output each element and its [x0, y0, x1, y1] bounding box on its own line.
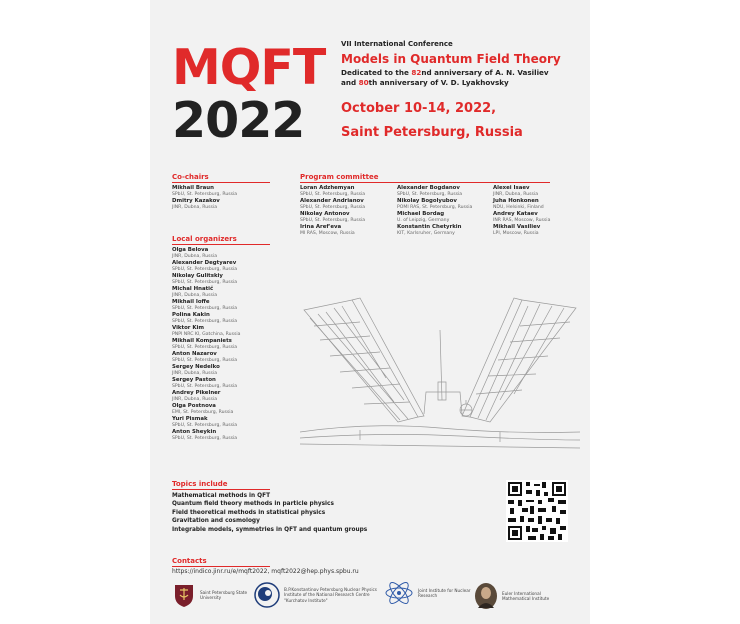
list-item: Mikhail Kompaniets SPbU, St. Petersburg, Russia	[172, 338, 238, 350]
list-item: Loran Adzhemyan SPbU, St. Petersburg, Russia	[300, 185, 366, 197]
list-item: Dmitry Kazakov JINR, Dubna, Russia	[172, 198, 220, 210]
local-organizers-heading: Local organizers	[172, 235, 237, 243]
list-item: Konstantin Chetyrkin KIT, Karlsruher, Germany	[397, 224, 462, 236]
euler-portrait-icon	[474, 582, 498, 610]
list-item: Mikhail Braun SPbU, St. Petersburg, Russia	[172, 185, 238, 197]
list-item: Anton Sheykin SPbU, St. Petersburg, Russia	[172, 429, 238, 441]
cochairs-list	[172, 185, 282, 211]
list-item: Juha Honkonen NDU, Helsinki, Finland	[493, 198, 544, 210]
section-divider	[172, 182, 270, 183]
list-item: Integrable models, symmetries in QFT and quantum groups	[172, 526, 368, 533]
list-item: Nikolay Bogolyubov POMI RAS, St. Petersburg, Russia	[397, 198, 473, 210]
list-item: Polina Kakin SPbU, St. Petersburg, Russia	[172, 312, 238, 324]
program-committee-heading: Program committee	[300, 173, 379, 181]
section-divider	[172, 566, 270, 567]
list-item: Viktor Kim PNPI NRC KI, Gatchina, Russia	[172, 325, 241, 337]
list-item: Mikhail Vasiliev LPI, Moscow, Russia	[493, 224, 541, 236]
list-item: Mikhail Ioffe SPbU, St. Petersburg, Russia	[172, 299, 238, 311]
pnpi-logo	[254, 582, 379, 608]
section-divider	[300, 182, 550, 183]
dedication-line-1: Dedicated to the 82nd anniversary of A. N. Vasiliev	[341, 68, 549, 77]
bridge-illustration	[300, 282, 580, 472]
list-item: Sergey Paston SPbU, St. Petersburg, Russia	[172, 377, 238, 389]
qr-code[interactable]	[506, 480, 568, 542]
list-item: Mathematical methods in QFT	[172, 493, 271, 499]
list-item: Anton Nazarov SPbU, St. Petersburg, Russia	[172, 351, 238, 363]
program-committee-col-2	[397, 185, 492, 237]
list-item: Alexander Bogdanov SPbU, St. Petersburg, Russia	[397, 185, 463, 197]
euler-logo	[474, 582, 557, 610]
list-item: Michael Bordag U. of Leipzig, Germany	[397, 211, 450, 223]
list-item: Nikolay Gulitskiy SPbU, St. Petersburg, Russia	[172, 273, 238, 285]
list-item: Alexei Isaev JINR, Dubna, Russia	[493, 185, 539, 197]
title-year: 2022	[172, 92, 305, 149]
topics-heading: Topics include	[172, 480, 228, 488]
contacts-link[interactable]: https://indico.jinr.ru/e/mqft2022, mqft2022@hep.phys.spbu.ru	[172, 568, 359, 575]
title-abbreviation: MQFT	[172, 39, 326, 96]
program-committee-col-1	[300, 185, 395, 237]
list-item: Irina Aref'eva MI RAS, Moscow, Russia	[300, 224, 355, 236]
program-committee-col-3	[493, 185, 583, 237]
section-divider	[172, 489, 270, 490]
conference-dates: October 10-14, 2022,	[341, 101, 497, 116]
jinr-emblem-icon	[384, 582, 414, 604]
euler-label: Euler International Mathematical Institute	[502, 590, 550, 601]
contacts-heading: Contacts	[172, 557, 207, 565]
list-item: Nikolay Antonov SPbU, St. Petersburg, Russia	[300, 211, 366, 223]
conference-poster	[150, 0, 590, 624]
cochairs-heading: Co-chairs	[172, 173, 209, 181]
conference-location: Saint Petersburg, Russia	[341, 125, 523, 140]
list-item: Andrey Kataev INR RAS, Moscow, Russia	[493, 211, 551, 223]
list-item: Michal Hnatič JINR, Dubna, Russia	[172, 286, 218, 298]
pnpi-label: B.P.Konstantinov Petersburg Nuclear Physics Institute of the National Research Centre "Kurchatov Institute"	[284, 587, 377, 603]
topics-list	[172, 492, 432, 534]
spbu-crest-icon	[172, 582, 196, 608]
jinr-label: Joint Institute for Nuclear Research	[418, 587, 471, 598]
list-item: Yuri Pismak SPbU, St. Petersburg, Russia	[172, 416, 238, 428]
list-item: Quantum field theory methods in particle physics	[172, 501, 334, 508]
dedication-line-2: and 80th anniversary of V. D. Lyakhovsky	[341, 78, 509, 87]
list-item: Olga Postnova EMI, St. Petersburg, Russia	[172, 403, 234, 415]
spbu-logo	[172, 582, 250, 608]
section-divider	[172, 244, 270, 245]
list-item: Alexander Degtyarev SPbU, St. Petersburg, Russia	[172, 260, 238, 272]
local-organizers-list	[172, 247, 287, 442]
list-item: Alexander Andrianov SPbU, St. Petersburg, Russia	[300, 198, 366, 210]
conference-series: VII International Conference	[341, 40, 453, 48]
spbu-label: Saint Petersburg State University	[200, 589, 248, 600]
conference-name: Models in Quantum Field Theory	[341, 52, 561, 66]
list-item: Sergey Nedelko JINR, Dubna, Russia	[172, 364, 220, 376]
list-item: Gravitation and cosmology	[172, 518, 260, 525]
list-item: Field theoretical methods in statistical physics	[172, 509, 326, 516]
jinr-logo	[384, 582, 473, 604]
pnpi-emblem-icon	[254, 582, 280, 608]
list-item: Olga Belova JINR, Dubna, Russia	[172, 247, 218, 259]
list-item: Andrey Pikelner JINR, Dubna, Russia	[172, 390, 221, 402]
